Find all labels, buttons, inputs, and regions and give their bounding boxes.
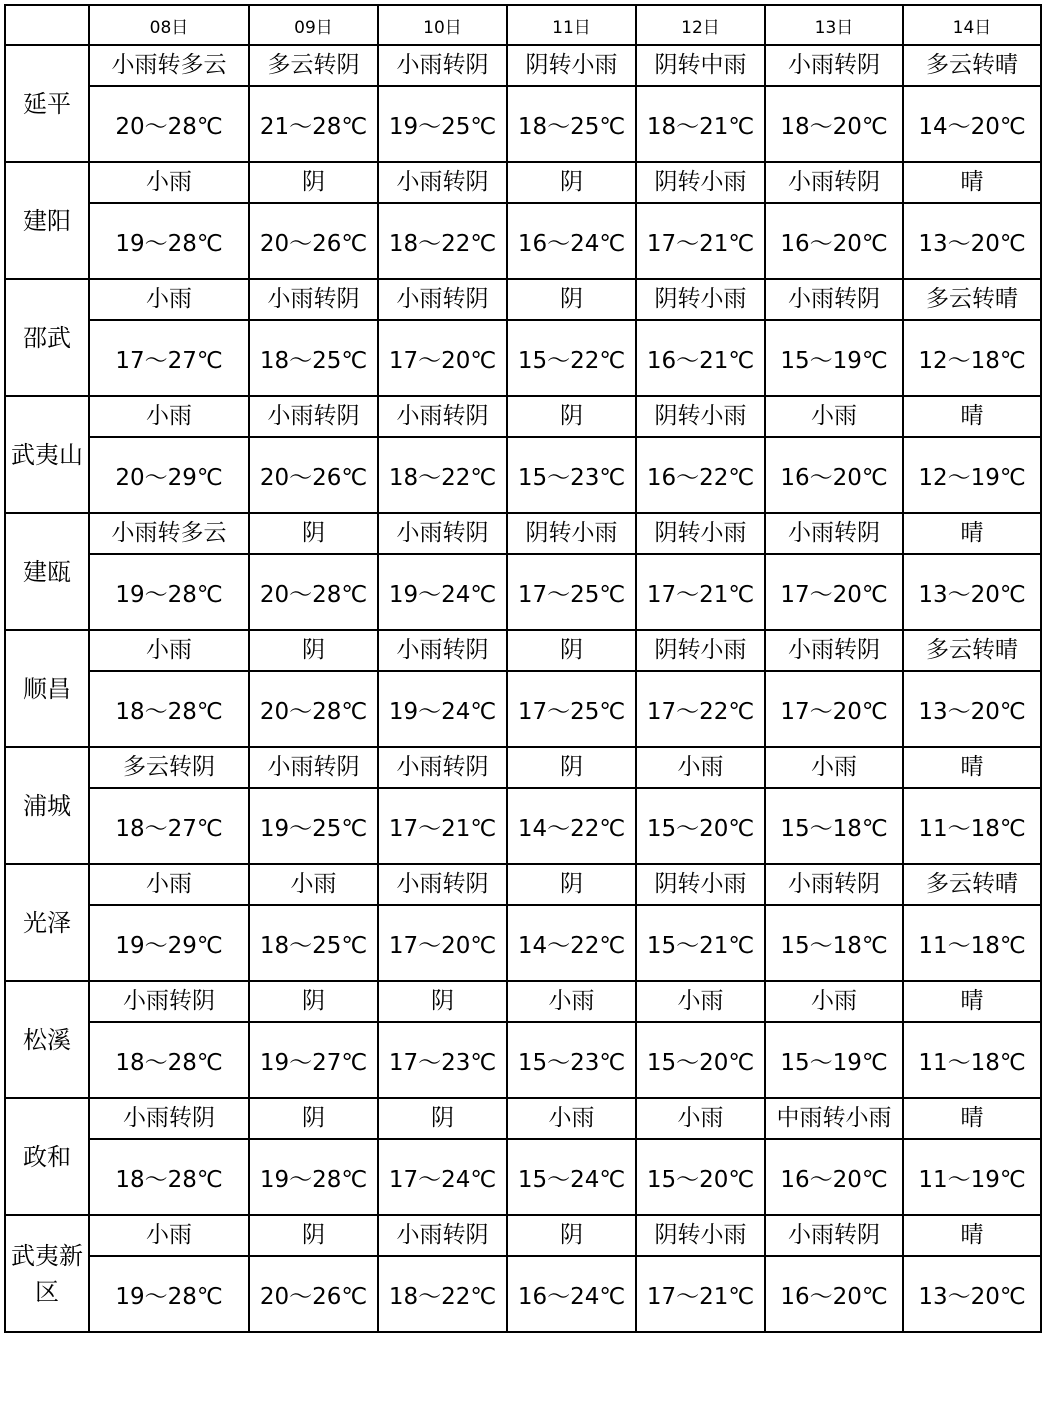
weather-cell: 小雨转阴 — [378, 747, 507, 788]
city-name: 政和 — [5, 1098, 89, 1215]
weather-cell: 晴 — [903, 513, 1041, 554]
weather-cell: 小雨 — [636, 981, 765, 1022]
weather-cell: 多云转晴 — [903, 279, 1041, 320]
temperature-cell: 17～20℃ — [765, 671, 903, 747]
temperature-cell: 11～18℃ — [903, 905, 1041, 981]
temperature-cell: 11～18℃ — [903, 788, 1041, 864]
weather-cell: 小雨转阴 — [765, 279, 903, 320]
weather-cell: 中雨转小雨 — [765, 1098, 903, 1139]
weather-cell: 阴 — [249, 1098, 378, 1139]
weather-cell: 阴 — [507, 864, 636, 905]
weather-cell: 多云转晴 — [903, 45, 1041, 86]
temperature-cell: 17～22℃ — [636, 671, 765, 747]
weather-cell: 晴 — [903, 1215, 1041, 1256]
city-name: 武夷山 — [5, 396, 89, 513]
temperature-cell: 15～23℃ — [507, 437, 636, 513]
weather-cell: 阴转小雨 — [507, 45, 636, 86]
weather-cell: 多云转阴 — [89, 747, 249, 788]
temperature-cell: 15～20℃ — [636, 788, 765, 864]
weather-cell: 阴 — [507, 279, 636, 320]
weather-cell: 阴 — [249, 630, 378, 671]
temperature-cell: 16～20℃ — [765, 1139, 903, 1215]
temperature-cell: 15～19℃ — [765, 320, 903, 396]
temperature-row — [5, 554, 1041, 630]
table-body — [5, 45, 1041, 1332]
weather-cell: 小雨 — [507, 1098, 636, 1139]
weather-cell: 小雨转阴 — [249, 747, 378, 788]
weather-cell: 小雨转阴 — [378, 45, 507, 86]
temperature-cell: 18～25℃ — [249, 905, 378, 981]
temperature-cell: 17～27℃ — [89, 320, 249, 396]
temperature-cell: 17～21℃ — [378, 788, 507, 864]
temperature-cell: 17～21℃ — [636, 1256, 765, 1332]
weather-cell: 小雨 — [89, 396, 249, 437]
weather-cell: 晴 — [903, 1098, 1041, 1139]
weather-row — [5, 162, 1041, 203]
weather-row — [5, 630, 1041, 671]
weather-cell: 小雨转阴 — [378, 864, 507, 905]
weather-cell: 多云转晴 — [903, 630, 1041, 671]
weather-row — [5, 1215, 1041, 1256]
city-name: 建瓯 — [5, 513, 89, 630]
weather-cell: 小雨 — [765, 396, 903, 437]
temperature-cell: 18～27℃ — [89, 788, 249, 864]
temperature-row — [5, 788, 1041, 864]
weather-cell: 小雨转阴 — [765, 864, 903, 905]
city-name: 顺昌 — [5, 630, 89, 747]
temperature-cell: 20～29℃ — [89, 437, 249, 513]
weather-cell: 阴转中雨 — [636, 45, 765, 86]
temperature-row — [5, 671, 1041, 747]
weather-cell: 多云转阴 — [249, 45, 378, 86]
weather-cell: 阴转小雨 — [636, 1215, 765, 1256]
temperature-cell: 13～20℃ — [903, 671, 1041, 747]
temperature-cell: 16～20℃ — [765, 203, 903, 279]
temperature-cell: 20～26℃ — [249, 437, 378, 513]
weather-cell: 阴 — [378, 981, 507, 1022]
city-name: 浦城 — [5, 747, 89, 864]
temperature-cell: 15～18℃ — [765, 788, 903, 864]
weather-cell: 小雨 — [89, 279, 249, 320]
weather-cell: 多云转晴 — [903, 864, 1041, 905]
day-header: 14日 — [903, 5, 1041, 45]
weather-cell: 小雨 — [89, 162, 249, 203]
weather-cell: 阴 — [507, 1215, 636, 1256]
temperature-cell: 15～23℃ — [507, 1022, 636, 1098]
weather-cell: 阴转小雨 — [636, 162, 765, 203]
temperature-cell: 18～28℃ — [89, 1139, 249, 1215]
weather-cell: 阴 — [378, 1098, 507, 1139]
weather-cell: 小雨转阴 — [378, 630, 507, 671]
weather-cell: 阴 — [507, 396, 636, 437]
temperature-cell: 16～24℃ — [507, 1256, 636, 1332]
weather-cell: 小雨转阴 — [378, 396, 507, 437]
temperature-row — [5, 437, 1041, 513]
temperature-cell: 15～22℃ — [507, 320, 636, 396]
temperature-cell: 13～20℃ — [903, 203, 1041, 279]
temperature-cell: 16～22℃ — [636, 437, 765, 513]
weather-cell: 小雨转阴 — [765, 45, 903, 86]
temperature-cell: 19～28℃ — [249, 1139, 378, 1215]
temperature-cell: 18～25℃ — [249, 320, 378, 396]
weather-cell: 阴转小雨 — [636, 513, 765, 554]
weather-cell: 小雨 — [636, 747, 765, 788]
temperature-cell: 18～22℃ — [378, 437, 507, 513]
weather-cell: 小雨 — [89, 1215, 249, 1256]
temperature-cell: 18～22℃ — [378, 1256, 507, 1332]
weather-row — [5, 864, 1041, 905]
temperature-row — [5, 86, 1041, 162]
temperature-cell: 15～24℃ — [507, 1139, 636, 1215]
day-header: 10日 — [378, 5, 507, 45]
temperature-cell: 12～19℃ — [903, 437, 1041, 513]
temperature-cell: 18～28℃ — [89, 1022, 249, 1098]
temperature-cell: 15～18℃ — [765, 905, 903, 981]
weather-cell: 小雨 — [89, 630, 249, 671]
temperature-cell: 17～25℃ — [507, 554, 636, 630]
weather-cell: 小雨 — [507, 981, 636, 1022]
temperature-cell: 14～20℃ — [903, 86, 1041, 162]
weather-cell: 小雨转阴 — [765, 513, 903, 554]
day-header: 11日 — [507, 5, 636, 45]
weather-cell: 小雨转阴 — [378, 162, 507, 203]
temperature-cell: 19～29℃ — [89, 905, 249, 981]
temperature-cell: 20～26℃ — [249, 203, 378, 279]
weather-cell: 小雨转阴 — [249, 396, 378, 437]
temperature-row — [5, 1256, 1041, 1332]
temperature-cell: 14～22℃ — [507, 788, 636, 864]
day-header: 09日 — [249, 5, 378, 45]
weather-cell: 阴转小雨 — [636, 864, 765, 905]
weather-cell: 小雨转阴 — [378, 513, 507, 554]
city-name: 建阳 — [5, 162, 89, 279]
temperature-cell: 16～24℃ — [507, 203, 636, 279]
temperature-cell: 12～18℃ — [903, 320, 1041, 396]
weather-cell: 小雨 — [89, 864, 249, 905]
weather-cell: 阴 — [249, 1215, 378, 1256]
weather-cell: 晴 — [903, 747, 1041, 788]
temperature-cell: 18～28℃ — [89, 671, 249, 747]
temperature-row — [5, 320, 1041, 396]
weather-cell: 阴 — [249, 162, 378, 203]
weather-row — [5, 279, 1041, 320]
weather-cell: 小雨转阴 — [765, 630, 903, 671]
city-name: 松溪 — [5, 981, 89, 1098]
temperature-cell: 17～25℃ — [507, 671, 636, 747]
temperature-cell: 17～21℃ — [636, 203, 765, 279]
temperature-cell: 17～24℃ — [378, 1139, 507, 1215]
temperature-cell: 17～23℃ — [378, 1022, 507, 1098]
temperature-cell: 13～20℃ — [903, 1256, 1041, 1332]
weather-cell: 小雨转多云 — [89, 513, 249, 554]
temperature-cell: 15～20℃ — [636, 1022, 765, 1098]
weather-cell: 阴 — [507, 630, 636, 671]
temperature-cell: 19～28℃ — [89, 554, 249, 630]
weather-cell: 小雨转阴 — [89, 1098, 249, 1139]
weather-cell: 小雨转阴 — [378, 279, 507, 320]
weather-row — [5, 747, 1041, 788]
city-name: 延平 — [5, 45, 89, 162]
temperature-cell: 11～18℃ — [903, 1022, 1041, 1098]
temperature-cell: 21～28℃ — [249, 86, 378, 162]
weather-cell: 阴 — [249, 981, 378, 1022]
weather-cell: 小雨 — [636, 1098, 765, 1139]
weather-cell: 阴转小雨 — [636, 396, 765, 437]
day-header: 12日 — [636, 5, 765, 45]
weather-cell: 晴 — [903, 162, 1041, 203]
temperature-cell: 17～21℃ — [636, 554, 765, 630]
temperature-cell: 19～25℃ — [378, 86, 507, 162]
weather-cell: 小雨 — [249, 864, 378, 905]
weather-row — [5, 396, 1041, 437]
weather-cell: 小雨转阴 — [765, 1215, 903, 1256]
temperature-cell: 19～25℃ — [249, 788, 378, 864]
weather-row — [5, 45, 1041, 86]
temperature-cell: 13～20℃ — [903, 554, 1041, 630]
temperature-cell: 14～22℃ — [507, 905, 636, 981]
weather-cell: 小雨转多云 — [89, 45, 249, 86]
temperature-cell: 17～20℃ — [378, 905, 507, 981]
temperature-cell: 17～20℃ — [765, 554, 903, 630]
temperature-cell: 19～27℃ — [249, 1022, 378, 1098]
temperature-row — [5, 905, 1041, 981]
city-name: 邵武 — [5, 279, 89, 396]
temperature-cell: 18～22℃ — [378, 203, 507, 279]
temperature-cell: 11～19℃ — [903, 1139, 1041, 1215]
temperature-cell: 18～21℃ — [636, 86, 765, 162]
temperature-cell: 19～28℃ — [89, 1256, 249, 1332]
temperature-row — [5, 203, 1041, 279]
temperature-cell: 15～19℃ — [765, 1022, 903, 1098]
city-name: 武夷新区 — [5, 1215, 89, 1332]
weather-cell: 小雨转阴 — [765, 162, 903, 203]
temperature-cell: 19～24℃ — [378, 554, 507, 630]
temperature-cell: 18～25℃ — [507, 86, 636, 162]
day-header: 08日 — [89, 5, 249, 45]
temperature-cell: 20～26℃ — [249, 1256, 378, 1332]
temperature-cell: 20～28℃ — [89, 86, 249, 162]
temperature-cell: 18～20℃ — [765, 86, 903, 162]
weather-cell: 阴 — [507, 747, 636, 788]
temperature-cell: 20～28℃ — [249, 671, 378, 747]
weather-cell: 小雨转阴 — [378, 1215, 507, 1256]
weather-cell: 小雨 — [765, 981, 903, 1022]
weather-row — [5, 981, 1041, 1022]
temperature-row — [5, 1022, 1041, 1098]
weather-cell: 小雨 — [765, 747, 903, 788]
temperature-cell: 16～21℃ — [636, 320, 765, 396]
weather-cell: 阴转小雨 — [507, 513, 636, 554]
temperature-cell: 15～20℃ — [636, 1139, 765, 1215]
weather-cell: 阴 — [507, 162, 636, 203]
weather-cell: 阴转小雨 — [636, 630, 765, 671]
corner-cell — [5, 5, 89, 45]
temperature-cell: 19～28℃ — [89, 203, 249, 279]
weather-cell: 小雨转阴 — [89, 981, 249, 1022]
weather-cell: 阴转小雨 — [636, 279, 765, 320]
header-row — [5, 5, 1041, 45]
temperature-cell: 20～28℃ — [249, 554, 378, 630]
forecast-table — [4, 4, 1042, 1333]
temperature-row — [5, 1139, 1041, 1215]
temperature-cell: 19～24℃ — [378, 671, 507, 747]
temperature-cell: 15～21℃ — [636, 905, 765, 981]
weather-cell: 小雨转阴 — [249, 279, 378, 320]
weather-cell: 晴 — [903, 396, 1041, 437]
city-name: 光泽 — [5, 864, 89, 981]
weather-cell: 阴 — [249, 513, 378, 554]
temperature-cell: 17～20℃ — [378, 320, 507, 396]
weather-cell: 晴 — [903, 981, 1041, 1022]
weather-row — [5, 1098, 1041, 1139]
temperature-cell: 16～20℃ — [765, 1256, 903, 1332]
temperature-cell: 16～20℃ — [765, 437, 903, 513]
weather-row — [5, 513, 1041, 554]
day-header: 13日 — [765, 5, 903, 45]
